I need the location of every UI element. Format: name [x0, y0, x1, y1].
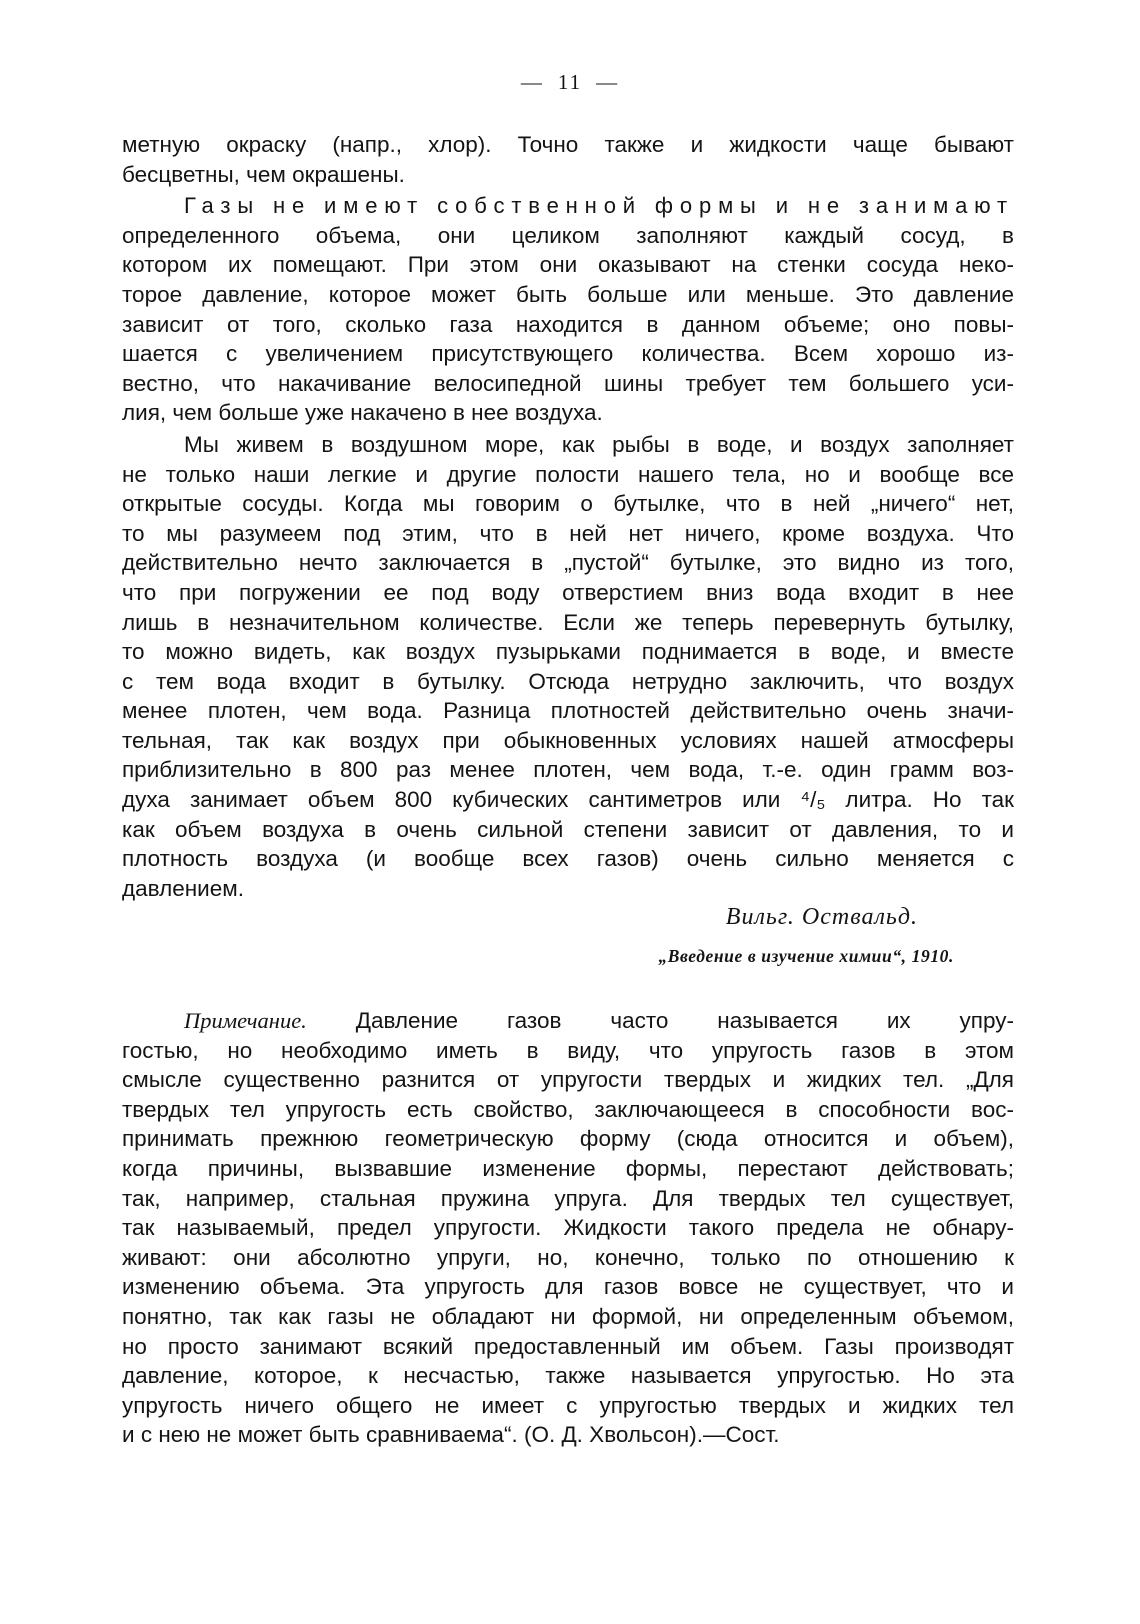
text-line: упругость ничего общего не имеет с упругостью твердых и жидких тел	[122, 1392, 1014, 1418]
text-line: торое давление, которое может быть больше или меньше. Это давление	[122, 281, 1014, 307]
text-line: определенного объема, они целиком заполняют каждый сосуд, в	[122, 222, 1014, 248]
page-number-dash-right: —	[596, 70, 620, 94]
text-line: духа занимает объем 800 кубических сантиметров или ⁴/₅ литра. Но так	[122, 787, 1014, 813]
text-fragment: Давление газов часто называется их упру-	[355, 1008, 1014, 1033]
text-line: но просто занимают всякий предоставленный им объем. Газы производят	[122, 1333, 1014, 1359]
note-first-line	[122, 1006, 1014, 1036]
text-line: плотность воздуха (и вообще всех газов) очень сильно меняется с	[122, 846, 1014, 872]
text-line: шается с увеличением присутствующего количества. Всем хорошо из-	[122, 341, 1014, 367]
signature-author: Вильг. Оствальд.	[725, 904, 918, 930]
text-line: понятно, так как газы не обладают ни формой, ни определенным объемом,	[122, 1303, 1014, 1329]
text-line: Газы не имеют собственной формы и не занимают	[184, 193, 1014, 219]
text-line: зависит от того, сколько газа находится в данном объеме; оно повы-	[122, 311, 1014, 337]
text-line: когда причины, вызвавшие изменение формы, перестают действовать;	[122, 1155, 1014, 1181]
text-line: как объем воздуха в очень сильной степени зависит от давления, то и	[122, 816, 1014, 842]
page-number-dash-left: —	[520, 70, 544, 94]
note	[122, 1006, 1014, 1450]
text-line: лишь в незначительном количестве. Если же теперь перевернуть бутылку,	[122, 609, 1014, 635]
text-line: твердых тел упругость есть свойство, заключающееся в способности вос-	[122, 1096, 1014, 1122]
note-label: Примечание.	[184, 1008, 307, 1033]
text-line: то можно видеть, как воздух пузырьками поднимается в воде, и вместе	[122, 639, 1014, 665]
text-line: открытые сосуды. Когда мы говорим о бутылке, что в ней „ничего“ нет,	[122, 491, 1014, 517]
text-line: гостью, но необходимо иметь в виду, что упругость газов в этом	[122, 1037, 1014, 1063]
text-line: давление, которое, к несчастью, также называется упругостью. Но эта	[122, 1363, 1014, 1389]
text-line: то мы разумеем под этим, что в ней нет ничего, кроме воздуха. Что	[122, 520, 1014, 546]
text-line: так называемый, предел упругости. Жидкости такого предела не обнару-	[122, 1215, 1014, 1241]
text-line: вестно, что накачивание велосипедной шины требует тем большего уси-	[122, 370, 1014, 396]
text-line: смысле существенно разнится от упругости твердых и жидких тел. „Для	[122, 1067, 1014, 1093]
text-line: приблизительно в 800 раз менее плотен, чем вода, т.-е. один грамм воз-	[122, 757, 1014, 783]
text-line: так, например, стальная пружина упруга. Для твердых тел существует,	[122, 1185, 1014, 1211]
text-line: что при погружении ее под воду отверстием вниз вода входит в нее	[122, 579, 1014, 605]
text-line: тельная, так как воздух при обыкновенных условиях нашей атмосферы	[122, 727, 1014, 753]
text-line: изменению объема. Эта упругость для газов вовсе не существует, что и	[122, 1274, 1014, 1300]
text-line: бесцветны, чем окрашены.	[122, 161, 405, 187]
text-line: метную окраску (напр., хлор). Точно также и жидкости чаще бывают	[122, 132, 1014, 157]
text-line: котором их помещают. При этом они оказывают на стенки сосуда неко-	[122, 252, 1014, 278]
text-line: лия, чем больше уже накачено в нее воздуха.	[122, 400, 603, 426]
paragraph	[122, 430, 1014, 904]
text-line: и с нею не может быть сравниваема“. (О. Д. Хвольсон).—Сост.	[122, 1422, 780, 1448]
text-line: не только наши легкие и другие полости нашего тела, но и вообще все	[122, 461, 1014, 487]
text-line: менее плотен, чем вода. Разница плотностей действительно очень значи-	[122, 698, 1014, 724]
text-line: с тем вода входит в бутылку. Отсюда нетрудно заключить, что воздух	[122, 668, 1014, 694]
page-number-value: 11	[557, 70, 583, 94]
signature-source: „Введение в изучение химии“, 1910.	[658, 946, 954, 966]
paragraph	[122, 191, 1014, 428]
text-line: действительно нечто заключается в „пустой“ бутылке, это видно из того,	[122, 550, 1014, 576]
paragraph	[122, 130, 1014, 189]
text-line: давлением.	[122, 875, 244, 901]
text-line: живают: они абсолютно упруги, но, конечно, только по отношению к	[122, 1244, 1014, 1270]
page-number	[0, 70, 1140, 95]
body-text	[122, 130, 1014, 903]
text-line: Мы живем в воздушном море, как рыбы в воде, и воздух заполняет	[184, 431, 1014, 457]
text-line: принимать прежнюю геометрическую форму (сюда относится и объем),	[122, 1126, 1014, 1152]
